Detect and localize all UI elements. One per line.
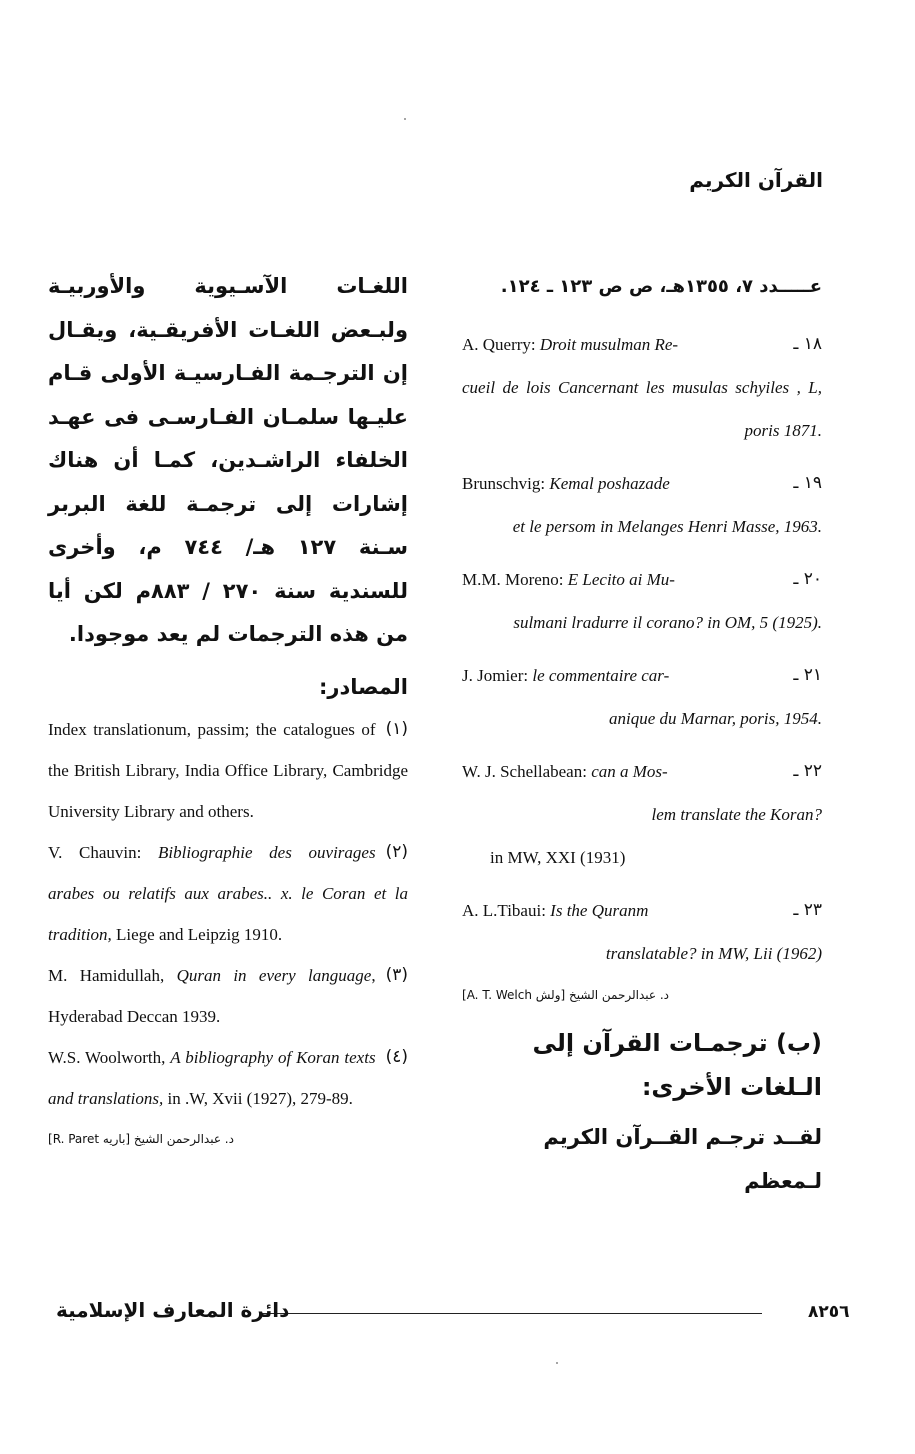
left-reference-item bbox=[48, 709, 408, 832]
reference-number: ٢٠ ـ bbox=[793, 569, 822, 589]
right-reference-item bbox=[462, 462, 822, 548]
scan-speck bbox=[404, 118, 406, 120]
reference-text bbox=[48, 709, 408, 832]
left-reference-list bbox=[48, 709, 408, 1119]
right-reference-item bbox=[462, 889, 822, 975]
running-header-title: القرآن الكريم bbox=[689, 168, 823, 192]
right-reference-item bbox=[462, 323, 822, 452]
section-b-body: لقــد ترجـم القــرآن الكريم لـمعظم bbox=[543, 1125, 822, 1193]
left-arabic-paragraph: اللغـات الآسـيوية والأوربيـة ولبـعض اللغـات الأفريقـية، ويقـال إن الترجـمة الفـارسيـة الأولى قـام عليـها سلمـان الفـارسـى فى عهـد الخلفاء الراشـدين، كمـا أن هناك إشارات إلى ترجمـة للغة البربر سـنة ١٢٧ هـ/ ٧٤٤ م، وأخرى للسندية سنة ٢٧٠ / ٨٨٣م لكن أيا من هذه الترجمات لم يعد موجودا. bbox=[48, 274, 409, 646]
reference-author bbox=[462, 889, 648, 932]
reference-author bbox=[462, 323, 678, 366]
reference-number: ٢٢ ـ bbox=[793, 761, 822, 781]
reference-number: (٤) bbox=[385, 1046, 408, 1067]
reference-author bbox=[462, 558, 675, 601]
left-reference-item bbox=[48, 1037, 408, 1119]
reference-segment: Liege and Leipzig 1910. bbox=[111, 924, 283, 944]
reference-source: in MW, XXI (1931) bbox=[490, 848, 626, 867]
page-number: ٨٢٥٦ bbox=[808, 1302, 850, 1322]
reference-author bbox=[462, 462, 670, 505]
reference-number: (٣) bbox=[385, 964, 408, 985]
reference-title: Kemal poshazade bbox=[549, 474, 670, 493]
reference-title-continued: cueil de lois Cancernant les musulas schyiles , L, poris 1871. bbox=[462, 378, 822, 440]
reference-author-name: J. Jomier: bbox=[462, 666, 533, 685]
left-reference-item bbox=[48, 832, 408, 955]
section-b-heading: (ب) ترجمـات القرآن إلى الـلغات الأخرى: bbox=[532, 1029, 822, 1101]
reference-author bbox=[462, 654, 669, 697]
left-column bbox=[48, 265, 408, 1149]
reference-author-name: A. L.Tibaui: bbox=[462, 901, 551, 920]
reference-title-continued: lem translate the Koran? bbox=[651, 805, 822, 824]
scan-speck bbox=[556, 1362, 558, 1364]
right-reference-list bbox=[462, 323, 822, 975]
reference-title: A bibliography of Koran texts and translations, bbox=[48, 1047, 376, 1108]
reference-continuation bbox=[462, 505, 822, 548]
reference-author-name: M.M. Moreno: bbox=[462, 570, 568, 589]
reference-segment: V. Chauvin: bbox=[48, 842, 159, 862]
reference-segment: , Hyderabad Deccan 1939. bbox=[48, 965, 376, 1026]
reference-continuation bbox=[462, 932, 822, 975]
reference-continuation bbox=[462, 697, 822, 740]
reference-title-continued: sulmani lradurre il corano? in OM, 5 (1925). bbox=[513, 613, 822, 632]
reference-segment: M. Hamidullah, bbox=[48, 965, 177, 985]
reference-number: (١) bbox=[385, 718, 408, 739]
right-reference-item bbox=[462, 750, 822, 879]
reference-number: ١٩ ـ bbox=[793, 473, 822, 493]
reference-title: Is the Quranm bbox=[550, 901, 649, 920]
reference-segment: Index translationum, passim; the catalogues of the British Library, India Office Library, Cambridge University Library and others. bbox=[48, 719, 408, 821]
reference-number: (٢) bbox=[385, 841, 408, 862]
reference-number: ٢١ ـ bbox=[793, 665, 822, 685]
reference-segment: W.S. Woolworth, bbox=[48, 1047, 171, 1067]
footer-divider bbox=[262, 1313, 762, 1314]
right-continuation-text: عـــــدد ٧، ١٣٥٥هـ، ص ص ١٢٣ ـ ١٢٤. bbox=[500, 276, 822, 297]
right-reference-item bbox=[462, 558, 822, 644]
reference-author-name: A. Querry: bbox=[462, 335, 540, 354]
reference-title-continued: anique du Marnar, poris, 1954. bbox=[609, 709, 822, 728]
reference-author-name: W. J. Schellabean: bbox=[462, 762, 592, 781]
reference-continuation bbox=[462, 793, 822, 836]
reference-text bbox=[48, 832, 408, 955]
reference-segment: in .W, Xvii (1927), 279-89. bbox=[163, 1088, 353, 1108]
reference-title-continued: translatable? in MW, Lii (1962) bbox=[605, 944, 822, 963]
reference-author bbox=[462, 750, 668, 793]
reference-continuation bbox=[462, 601, 822, 644]
reference-title: Quran in every language bbox=[176, 965, 372, 985]
reference-title: can a Mos- bbox=[591, 762, 668, 781]
reference-number: ٢٣ ـ bbox=[793, 900, 822, 920]
reference-number: ١٨ ـ bbox=[793, 334, 822, 354]
right-signature: د. عبدالرحمن الشيخ [ولش A. T. Welch] bbox=[462, 988, 670, 1002]
journal-title: دائرة المعارف الإسلامية bbox=[56, 1298, 290, 1322]
reference-title-continued: et le persom in Melanges Henri Masse, 1963. bbox=[512, 517, 822, 536]
reference-title: Bibliographie des ouvirages arabes ou relatifs aux arabes.. x. le Coran et la tradition, bbox=[48, 842, 408, 944]
reference-text bbox=[48, 955, 408, 1037]
reference-author-name: Brunschvig: bbox=[462, 474, 550, 493]
sources-heading: المصادر: bbox=[318, 674, 408, 699]
reference-title: E Lecito ai Mu- bbox=[567, 570, 675, 589]
reference-continuation bbox=[462, 366, 822, 452]
left-signature: د. عبدالرحمن الشيخ [باريه R. Paret] bbox=[48, 1131, 234, 1146]
reference-title: le commentaire car- bbox=[532, 666, 670, 685]
left-reference-item bbox=[48, 955, 408, 1037]
reference-text bbox=[48, 1037, 408, 1119]
right-reference-item bbox=[462, 654, 822, 740]
reference-title: Droit musulman Re- bbox=[539, 335, 679, 354]
right-column bbox=[462, 265, 822, 1203]
